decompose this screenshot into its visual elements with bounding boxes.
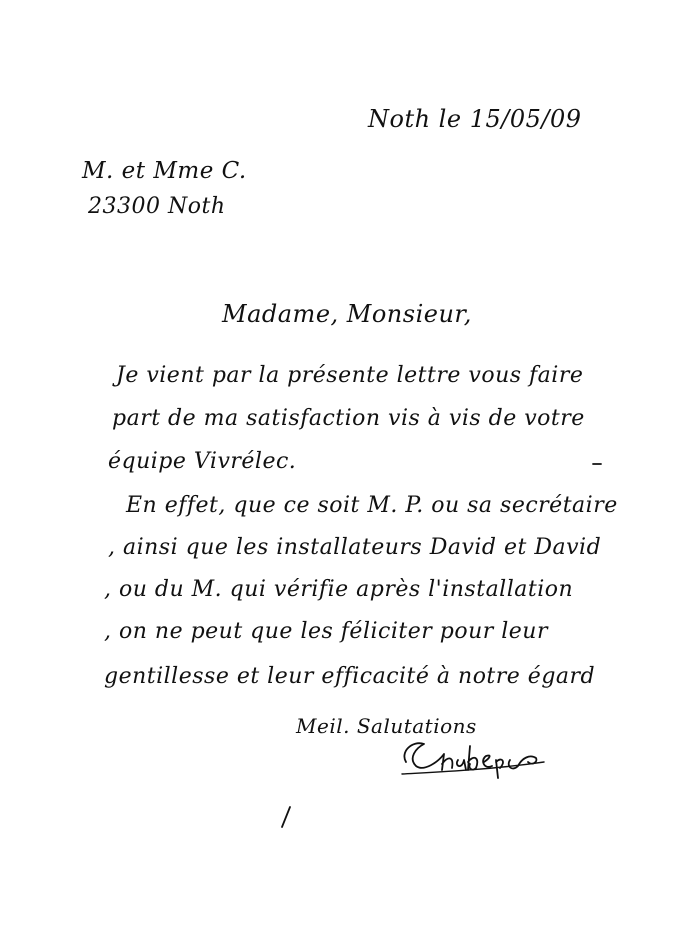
stray-pen-mark — [278, 805, 294, 829]
body-line: En effet, que ce soit M. P. ou sa secrétaire — [126, 493, 618, 518]
body-line: , ainsi que les installateurs David et David — [108, 535, 602, 560]
sender-address: 23300 Noth — [88, 194, 226, 219]
letter-closing: Meil. Salutations — [296, 714, 477, 738]
body-line: gentillesse et leur efficacité à notre égard — [104, 664, 596, 689]
body-line: équipe Vivrélec. — [108, 449, 297, 474]
letter-date: Noth le 15/05/09 — [368, 105, 582, 133]
letter-salutation: Madame, Monsieur, — [222, 300, 472, 328]
stray-pen-mark — [592, 462, 602, 466]
body-line: , ou du M. qui vérifie après l'installation — [104, 577, 574, 602]
body-line: Je vient par la présente lettre vous faire — [116, 363, 584, 388]
body-line: part de ma satisfaction vis à vis de votre — [112, 406, 585, 431]
handwritten-signature — [398, 722, 548, 782]
body-line: , on ne peut que les féliciter pour leur — [104, 619, 548, 644]
sender-name: M. et Mme C. — [82, 158, 247, 184]
